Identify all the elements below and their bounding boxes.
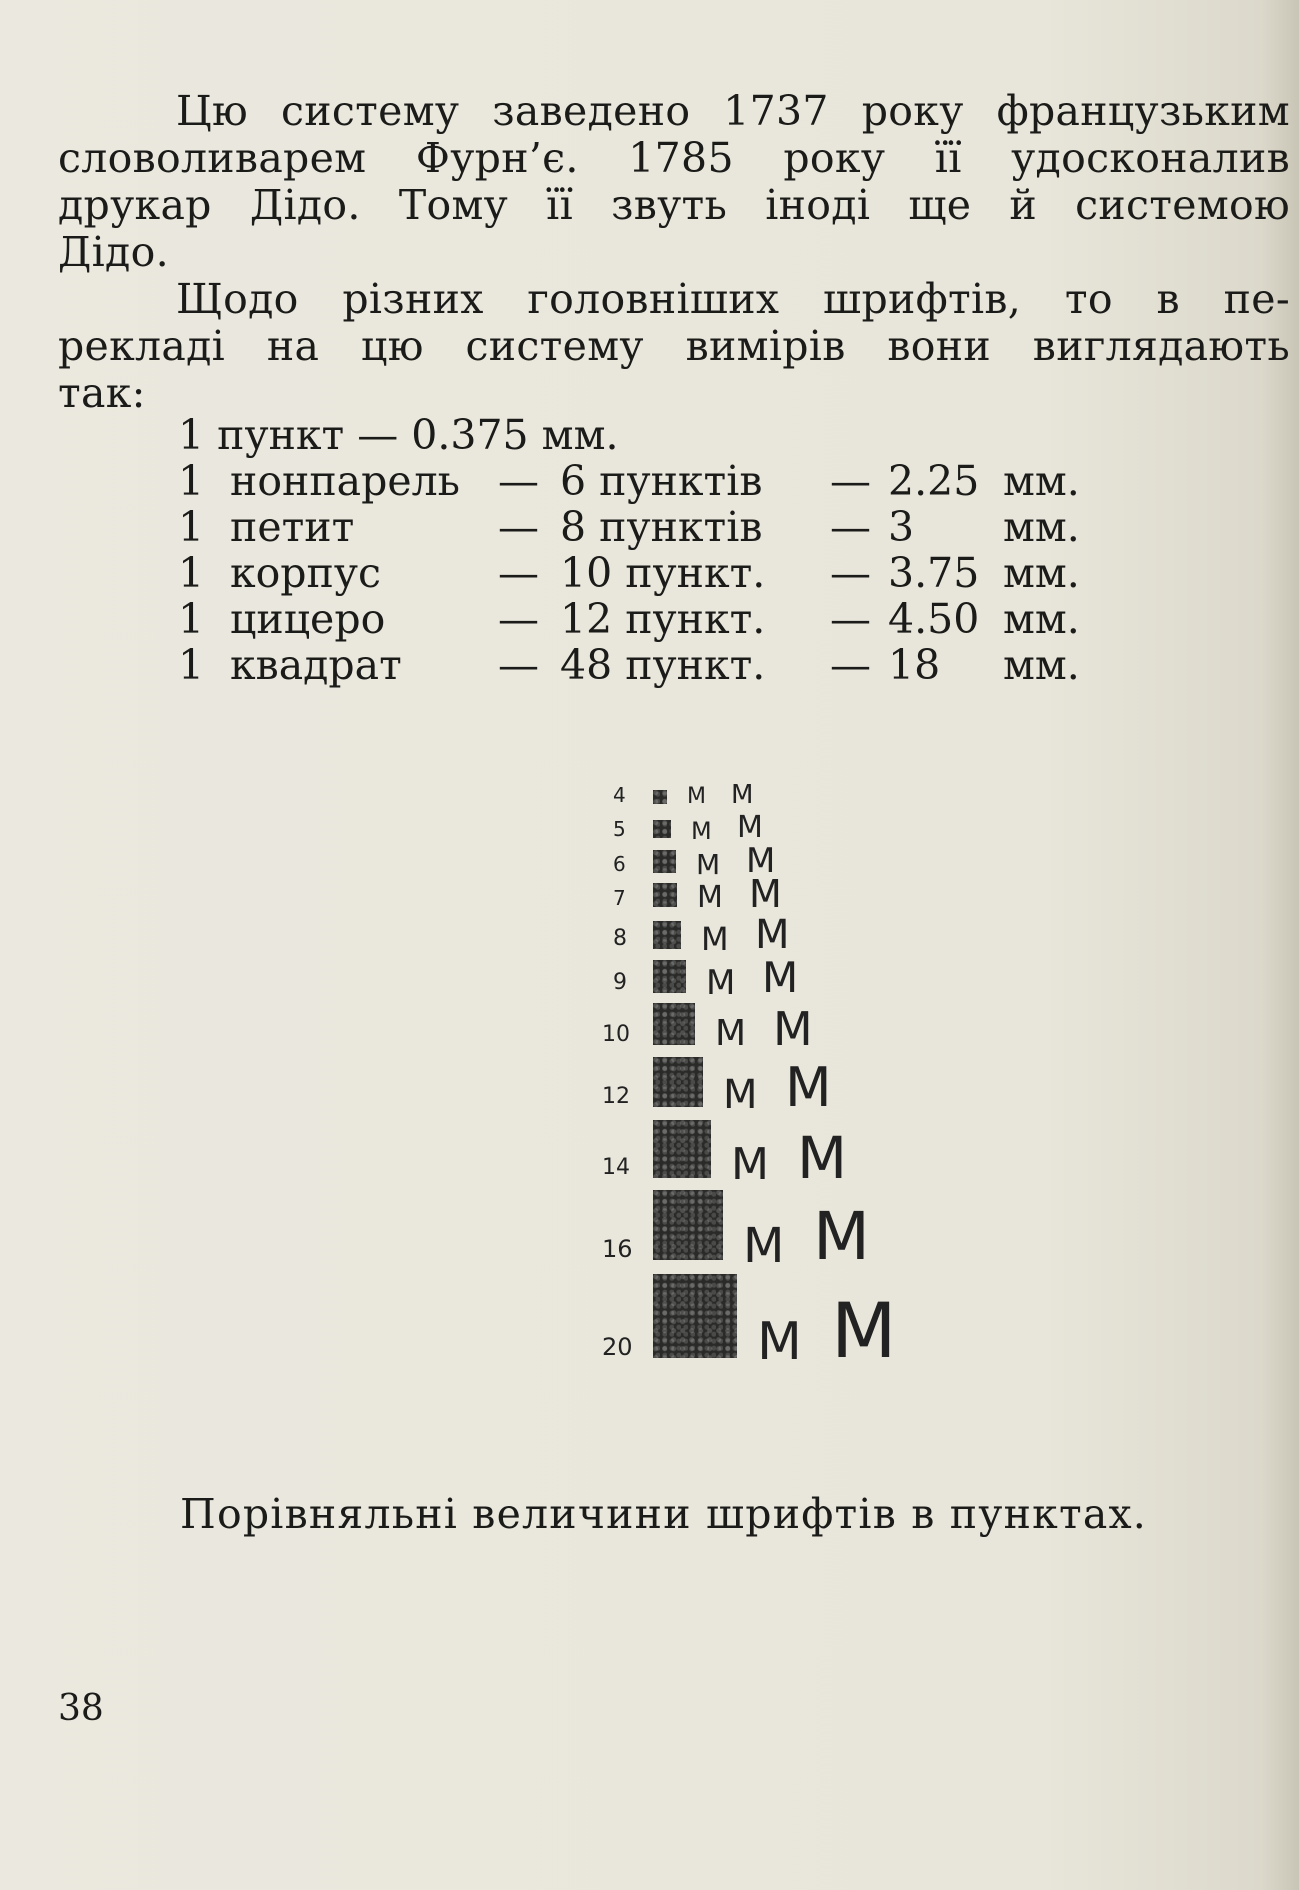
font-size-points: 14 — [602, 1154, 630, 1180]
measures-cell-mm: 3 — [888, 503, 915, 551]
measures-row — [178, 596, 1080, 642]
text-line: друкар Дідо. Тому її звуть іноді ще й системою — [58, 181, 1290, 229]
letter-m-small-sample: M — [757, 1312, 802, 1373]
measures-cell-dash1: — — [498, 595, 539, 643]
text-line: Дідо. — [58, 228, 169, 276]
measures-point-definition: 1 пункт — 0.375 мм. — [178, 411, 619, 459]
measures-cell-dash2: — — [830, 641, 871, 689]
measures-row — [178, 504, 1080, 550]
measures-cell-dash2: — — [830, 595, 871, 643]
em-square-sample — [653, 1003, 695, 1045]
measures-cell-num: 1 — [178, 549, 205, 597]
text-line: Щодо різних головніших шрифтів, то в пе- — [176, 275, 1290, 323]
measures-cell-dash2: — — [830, 503, 871, 551]
page-number: 38 — [58, 1688, 104, 1729]
measures-cell-dash1: — — [498, 549, 539, 597]
measures-row — [178, 642, 1080, 688]
em-square-sample — [653, 883, 677, 907]
letter-m-large-sample: M — [737, 809, 763, 845]
letter-m-small-sample: M — [706, 962, 736, 1003]
measures-cell-num: 1 — [178, 503, 205, 551]
text-line: так: — [58, 369, 146, 417]
measures-cell-num: 1 — [178, 641, 205, 689]
measures-row-point — [178, 412, 1080, 458]
font-size-points: 9 — [613, 969, 627, 995]
measures-cell-name: нонпарель — [230, 457, 460, 505]
measures-row — [178, 550, 1080, 596]
measures-cell-mm: 3.75 — [888, 549, 980, 597]
em-square-sample — [653, 1057, 703, 1107]
measures-cell-points: 48 пункт. — [560, 641, 766, 689]
em-square-sample — [653, 921, 681, 949]
measures-cell-points: 6 пунктів — [560, 457, 763, 505]
font-size-points: 20 — [602, 1332, 633, 1361]
letter-m-large-sample: M — [731, 779, 754, 810]
letter-m-small-sample: M — [696, 847, 721, 881]
measures-cell-points: 12 пункт. — [560, 595, 766, 643]
em-square-sample — [653, 1120, 711, 1178]
letter-m-small-sample: M — [723, 1072, 758, 1118]
letter-m-large-sample: M — [755, 912, 790, 958]
font-size-points: 10 — [602, 1021, 630, 1047]
measures-cell-num: 1 — [178, 595, 205, 643]
measures-cell-unit: мм. — [1003, 595, 1080, 643]
letter-m-large-sample: M — [773, 1001, 813, 1056]
measures-cell-unit: мм. — [1003, 549, 1080, 597]
letter-m-large-sample: M — [762, 953, 799, 1003]
measures-cell-points: 8 пунктів — [560, 503, 763, 551]
measures-row — [178, 458, 1080, 504]
letter-m-small-sample: M — [743, 1217, 785, 1274]
em-square-sample — [653, 850, 676, 873]
font-size-points: 5 — [613, 817, 626, 841]
figure-caption: Порівняльні величини шрифтів в пунктах. — [180, 1490, 1148, 1538]
font-size-points: 7 — [613, 886, 626, 910]
letter-m-small-sample: M — [697, 880, 723, 915]
letter-m-large-sample: M — [785, 1056, 832, 1120]
measures-cell-name: квадрат — [230, 641, 402, 689]
measures-cell-mm: 18 — [888, 641, 941, 689]
letter-m-small-sample: M — [701, 920, 729, 959]
font-size-points: 16 — [602, 1234, 633, 1263]
text-line: словоливарем Фурн’є. 1785 року її удосконалив — [58, 134, 1290, 182]
font-size-points: 12 — [602, 1083, 630, 1109]
letter-m-small-sample: M — [731, 1138, 769, 1190]
measures-cell-dash2: — — [830, 457, 871, 505]
text-line: Цю систему заведено 1737 року французьким — [176, 87, 1290, 135]
paragraph-conversion-intro — [58, 276, 1290, 417]
measures-cell-dash1: — — [498, 457, 539, 505]
em-square-sample — [653, 820, 671, 838]
measures-cell-name: корпус — [230, 549, 381, 597]
measures-cell-unit: мм. — [1003, 457, 1080, 505]
letter-m-large-sample: M — [813, 1197, 870, 1275]
font-size-points: 4 — [613, 783, 626, 807]
letter-m-small-sample: M — [715, 1013, 747, 1055]
measures-cell-points: 10 пункт. — [560, 549, 766, 597]
font-size-points: 8 — [613, 925, 627, 951]
letter-m-small-sample: M — [687, 784, 706, 810]
text-line: рекладі на цю систему вимірів вони виглядають — [58, 322, 1290, 370]
measures-cell-mm: 4.50 — [888, 595, 980, 643]
letter-m-large-sample: M — [749, 871, 782, 916]
measures-cell-unit: мм. — [1003, 503, 1080, 551]
font-size-specimen-figure — [360, 779, 960, 1430]
measures-cell-mm: 2.25 — [888, 457, 980, 505]
paragraph-dido-history — [58, 88, 1290, 276]
em-square-sample — [653, 1274, 737, 1358]
measures-cell-num: 1 — [178, 457, 205, 505]
letter-m-large-sample: M — [746, 841, 776, 882]
measures-table — [178, 412, 1080, 688]
measures-cell-dash1: — — [498, 503, 539, 551]
measures-cell-name: петит — [230, 503, 355, 551]
letter-m-small-sample: M — [691, 816, 712, 845]
letter-m-large-sample: M — [831, 1286, 897, 1376]
letter-m-large-sample: M — [797, 1123, 848, 1192]
em-square-sample — [653, 1190, 723, 1260]
measures-cell-unit: мм. — [1003, 641, 1080, 689]
measures-cell-dash1: — — [498, 641, 539, 689]
font-size-points: 6 — [613, 852, 626, 876]
em-square-sample — [653, 790, 667, 804]
em-square-sample — [653, 960, 686, 993]
measures-cell-name: цицеро — [230, 595, 386, 643]
measures-cell-dash2: — — [830, 549, 871, 597]
